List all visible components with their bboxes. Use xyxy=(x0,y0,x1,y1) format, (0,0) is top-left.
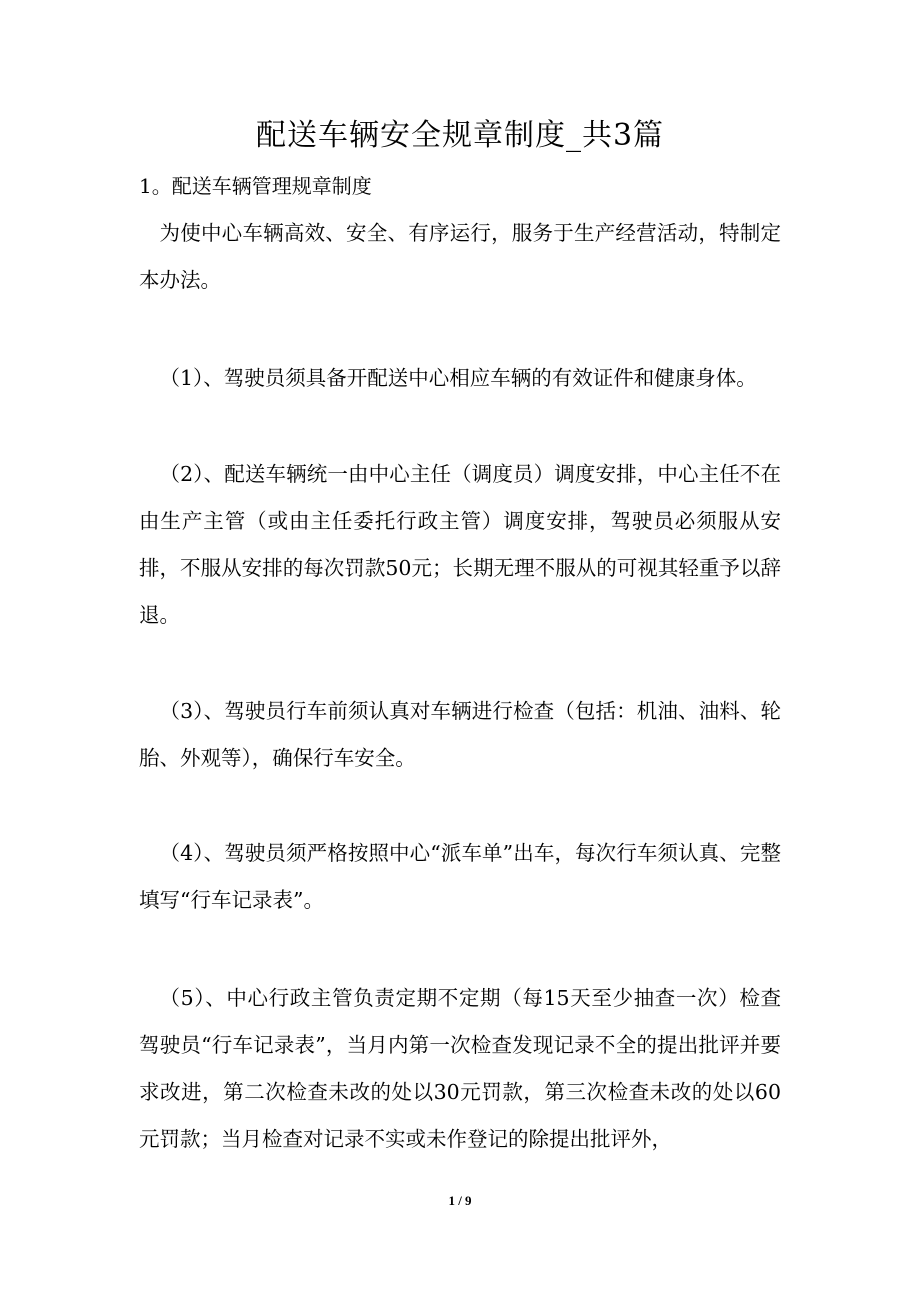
rule-item-5: （5）、中心行政主管负责定期不定期（每15天至少抽查一次）检查驾驶员“行车记录表”，当月内第一次检查发现记录不全的提出批评并要求改进，第二次检查未改的处以30元罚款，第三次检查未改的处以60元罚款；当月检查对记录不实或未作登记的除提出批评外， xyxy=(139,986,781,1151)
rule-item-3: （3）、驾驶员行车前须认真对车辆进行检查（包括：机油、油料、轮胎、外观等），确保行车安全。 xyxy=(139,699,781,770)
page-number: 1 / 9 xyxy=(448,1193,472,1208)
rule-item-4: （4）、驾驶员须严格按照中心“派车单”出车，每次行车须认真、完整填写“行车记录表”。 xyxy=(139,841,781,912)
intro-paragraph: 为使中心车辆高效、安全、有序运行，服务于生产经营活动，特制定本办法。 xyxy=(139,221,781,292)
rule-item-2: （2）、配送车辆统一由中心主任（调度员）调度安排，中心主任不在由生产主管（或由主任委托行政主管）调度安排，驾驶员必须服从安排，不服从安排的每次罚款50元；长期无理不服从的可视其轻重予以辞退。 xyxy=(139,462,781,627)
rule-item-1: （1）、驾驶员须具备开配送中心相应车辆的有效证件和健康身体。 xyxy=(159,366,757,390)
document-title: 配送车辆安全规章制度_共3篇 xyxy=(255,118,665,153)
section-heading: 1。配送车辆管理规章制度 xyxy=(139,174,372,198)
